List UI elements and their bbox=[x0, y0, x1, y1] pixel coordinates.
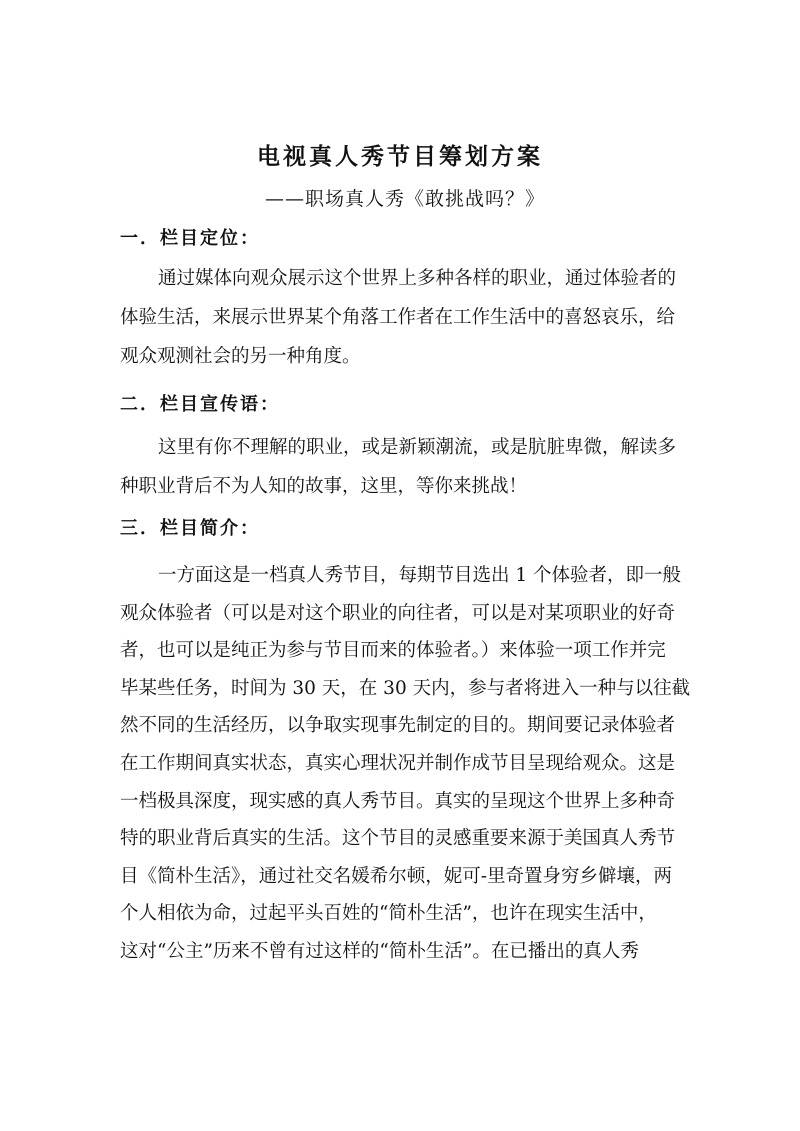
section-body-intro bbox=[120, 557, 690, 971]
paragraph-line: 特的职业背后真实的生活。这个节目的灵感重要来源于美国真人秀节 bbox=[120, 828, 676, 850]
paragraph-line: 然不同的生活经历，以争取实现事先制定的目的。期间要记录体验者 bbox=[120, 715, 676, 737]
section-body-slogan bbox=[120, 428, 690, 506]
section-body-positioning bbox=[120, 259, 690, 376]
paragraph-line: 通过媒体向观众展示这个世界上多种各样的职业，通过体验者的 bbox=[158, 268, 677, 289]
paragraph-line: 体验生活，来展示世界某个角落工作者在工作生活中的喜怒哀乐，给 bbox=[120, 307, 676, 328]
section-heading-intro: 三．栏目简介： bbox=[120, 518, 260, 539]
document-title: 电视真人秀节目筹划方案 bbox=[257, 143, 543, 170]
section-heading-slogan: 二．栏目宣传语： bbox=[120, 394, 280, 415]
paragraph-line: 目《简朴生活》，通过社交名媛希尔顿，妮可-里奇置身穷乡僻壤，两 bbox=[120, 865, 673, 887]
paragraph-line: 这里有你不理解的职业，或是新颖潮流，或是肮脏卑微，解读多 bbox=[158, 437, 677, 458]
paragraph-line: 一方面这是一档真人秀节目，每期节目选出 1 个体验者，即一般 bbox=[158, 565, 682, 586]
paragraph-line: 观众观测社会的另一种角度。 bbox=[120, 346, 361, 367]
paragraph-line: 一档极具深度，现实感的真人秀节目。真实的呈现这个世界上多种奇 bbox=[120, 790, 676, 812]
paragraph-line: 观众体验者（可以是对这个职业的向往者，可以是对某项职业的好奇 bbox=[120, 602, 676, 624]
paragraph-line: 个人相依为命，过起平头百姓的“简朴生活”，也许在现实生活中， bbox=[120, 903, 657, 925]
paragraph-line: 在工作期间真实状态，真实心理状况并制作成节目呈现给观众。这是 bbox=[120, 752, 676, 774]
document-subtitle: ——职场真人秀《敢挑战吗？》 bbox=[265, 188, 546, 210]
paragraph-line: 毕某些任务，时间为 30 天，在 30 天内，参与者将进入一种与以往截 bbox=[120, 677, 691, 699]
section-heading-positioning: 一．栏目定位： bbox=[120, 228, 260, 249]
paragraph-line: 这对“公主”历来不曾有过这样的“简朴生活”。在已播出的真人秀 bbox=[120, 940, 639, 962]
paragraph-line: 种职业背后不为人知的故事，这里，等你来挑战！ bbox=[120, 476, 528, 497]
paragraph-line: 者，也可以是纯正为参与节目而来的体验者。）来体验一项工作并完 bbox=[120, 640, 666, 662]
